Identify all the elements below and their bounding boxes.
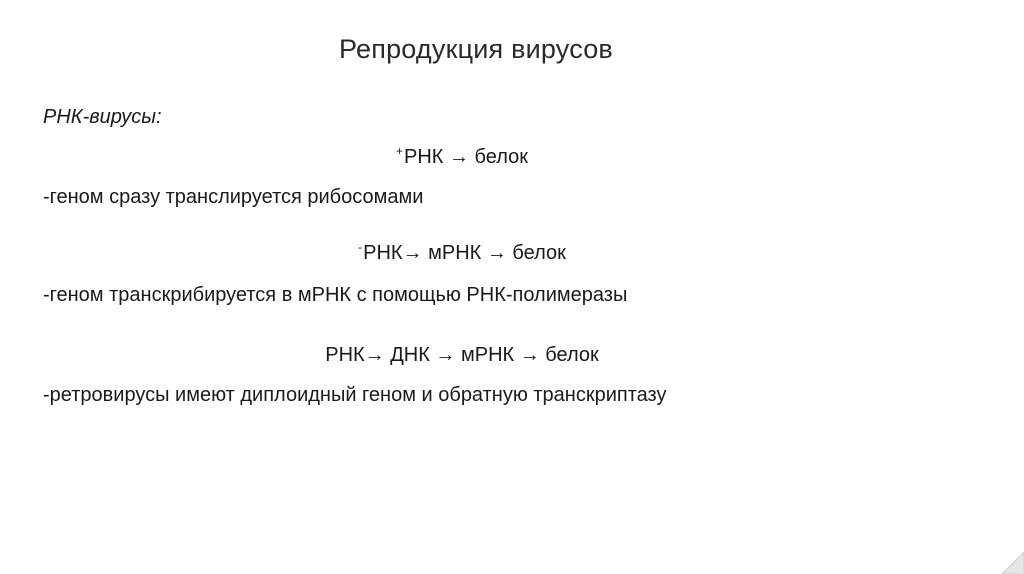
formula-retrovirus [0,344,1024,367]
formula-negative-rna [0,242,1024,265]
formula-sign: - [358,240,363,254]
formula-sign: + [395,144,403,158]
formula-text: РНК→ мРНК → белок [363,242,566,264]
formula-text: РНК→ ДНК → мРНК → белок [325,344,599,366]
description-positive-rna: -геном сразу транслируется рибосомами [43,186,424,208]
formula-text: РНК → белок [404,146,529,168]
description-negative-rna: -геном транскрибируется в мРНК с помощью РНК-полимеразы [43,284,628,306]
formula-positive-rna [0,146,1024,169]
slide-title: Репродукция вирусов [339,34,613,64]
page-corner-fold-icon [1002,552,1024,574]
slide-subtitle: РНК-вирусы: [43,106,162,128]
description-retrovirus: -ретровирусы имеют диплоидный геном и обратную транскриптазу [43,384,667,406]
